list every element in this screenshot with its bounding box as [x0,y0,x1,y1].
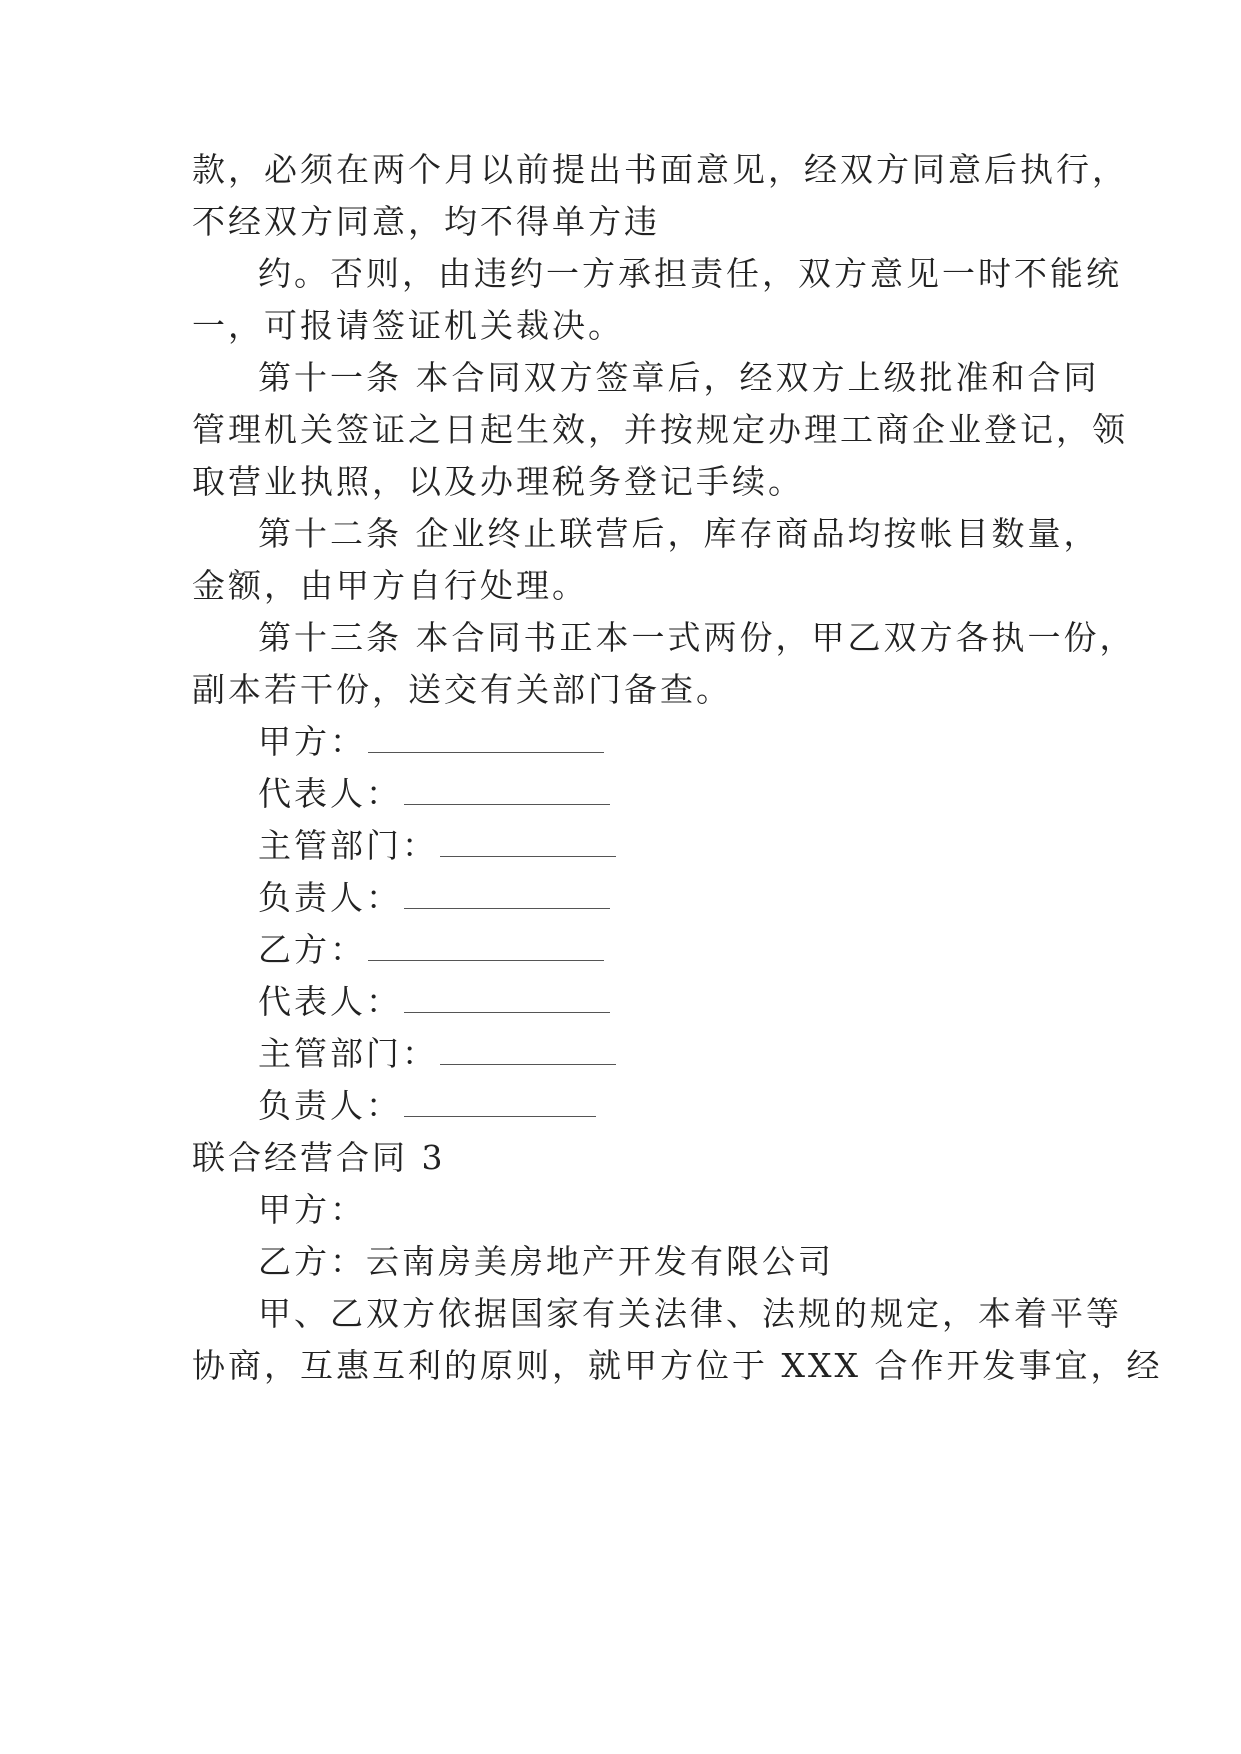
preamble-line: 协商，互惠互利的原则，就甲方位于 XXX 合作开发事宜，经 [192,1346,1163,1385]
paragraph-line: 约。否则，由违约一方承担责任，双方意见一时不能统 [258,254,1122,293]
signature-blank [368,934,604,961]
signature-blank [404,882,610,909]
signature-line-department-b [258,1034,616,1074]
paragraph-line: 款，必须在两个月以前提出书面意见，经双方同意后执行， [192,150,1128,189]
signature-line-party-a [258,722,604,762]
paragraph-line: 不经双方同意，均不得单方违 [192,202,660,241]
signature-line-manager-b [258,1086,596,1126]
article-12: 第十二条 企业终止联营后，库存商品均按帐目数量， [258,514,1100,553]
signature-line-representative-a [258,774,610,814]
article-13: 第十三条 本合同书正本一式两份，甲乙双方各执一份， [258,618,1136,657]
signature-label: 负责人： [258,1086,402,1125]
signature-label: 甲方： [258,722,366,761]
signature-label: 乙方： [258,930,366,969]
article-11: 第十一条 本合同双方签章后，经双方上级批准和合同 [258,358,1100,397]
signature-blank [404,986,610,1013]
party-b-line: 乙方：云南房美房地产开发有限公司 [258,1242,834,1281]
signature-label: 主管部门： [258,826,438,865]
paragraph-line: 管理机关签证之日起生效，并按规定办理工商企业登记，领 [192,410,1128,449]
signature-line-representative-b [258,982,610,1022]
preamble-line: 甲、乙双方依据国家有关法律、法规的规定，本着平等 [258,1294,1122,1333]
signature-blank [404,1090,596,1117]
signature-label: 代表人： [258,774,402,813]
signature-blank [440,1038,616,1065]
signature-label: 代表人： [258,982,402,1021]
paragraph-line: 取营业执照，以及办理税务登记手续。 [192,462,804,501]
party-a-line: 甲方： [258,1190,366,1229]
signature-label: 主管部门： [258,1034,438,1073]
signature-line-party-b [258,930,604,970]
signature-blank [368,726,604,753]
signature-blank [440,830,616,857]
paragraph-line: 副本若干份，送交有关部门备查。 [192,670,732,709]
signature-line-manager-a [258,878,610,918]
signature-blank [404,778,610,805]
signature-line-department-a [258,826,616,866]
section-title: 联合经营合同 3 [192,1138,446,1177]
paragraph-line: 一，可报请签证机关裁决。 [192,306,624,345]
signature-label: 负责人： [258,878,402,917]
paragraph-line: 金额，由甲方自行处理。 [192,566,588,605]
